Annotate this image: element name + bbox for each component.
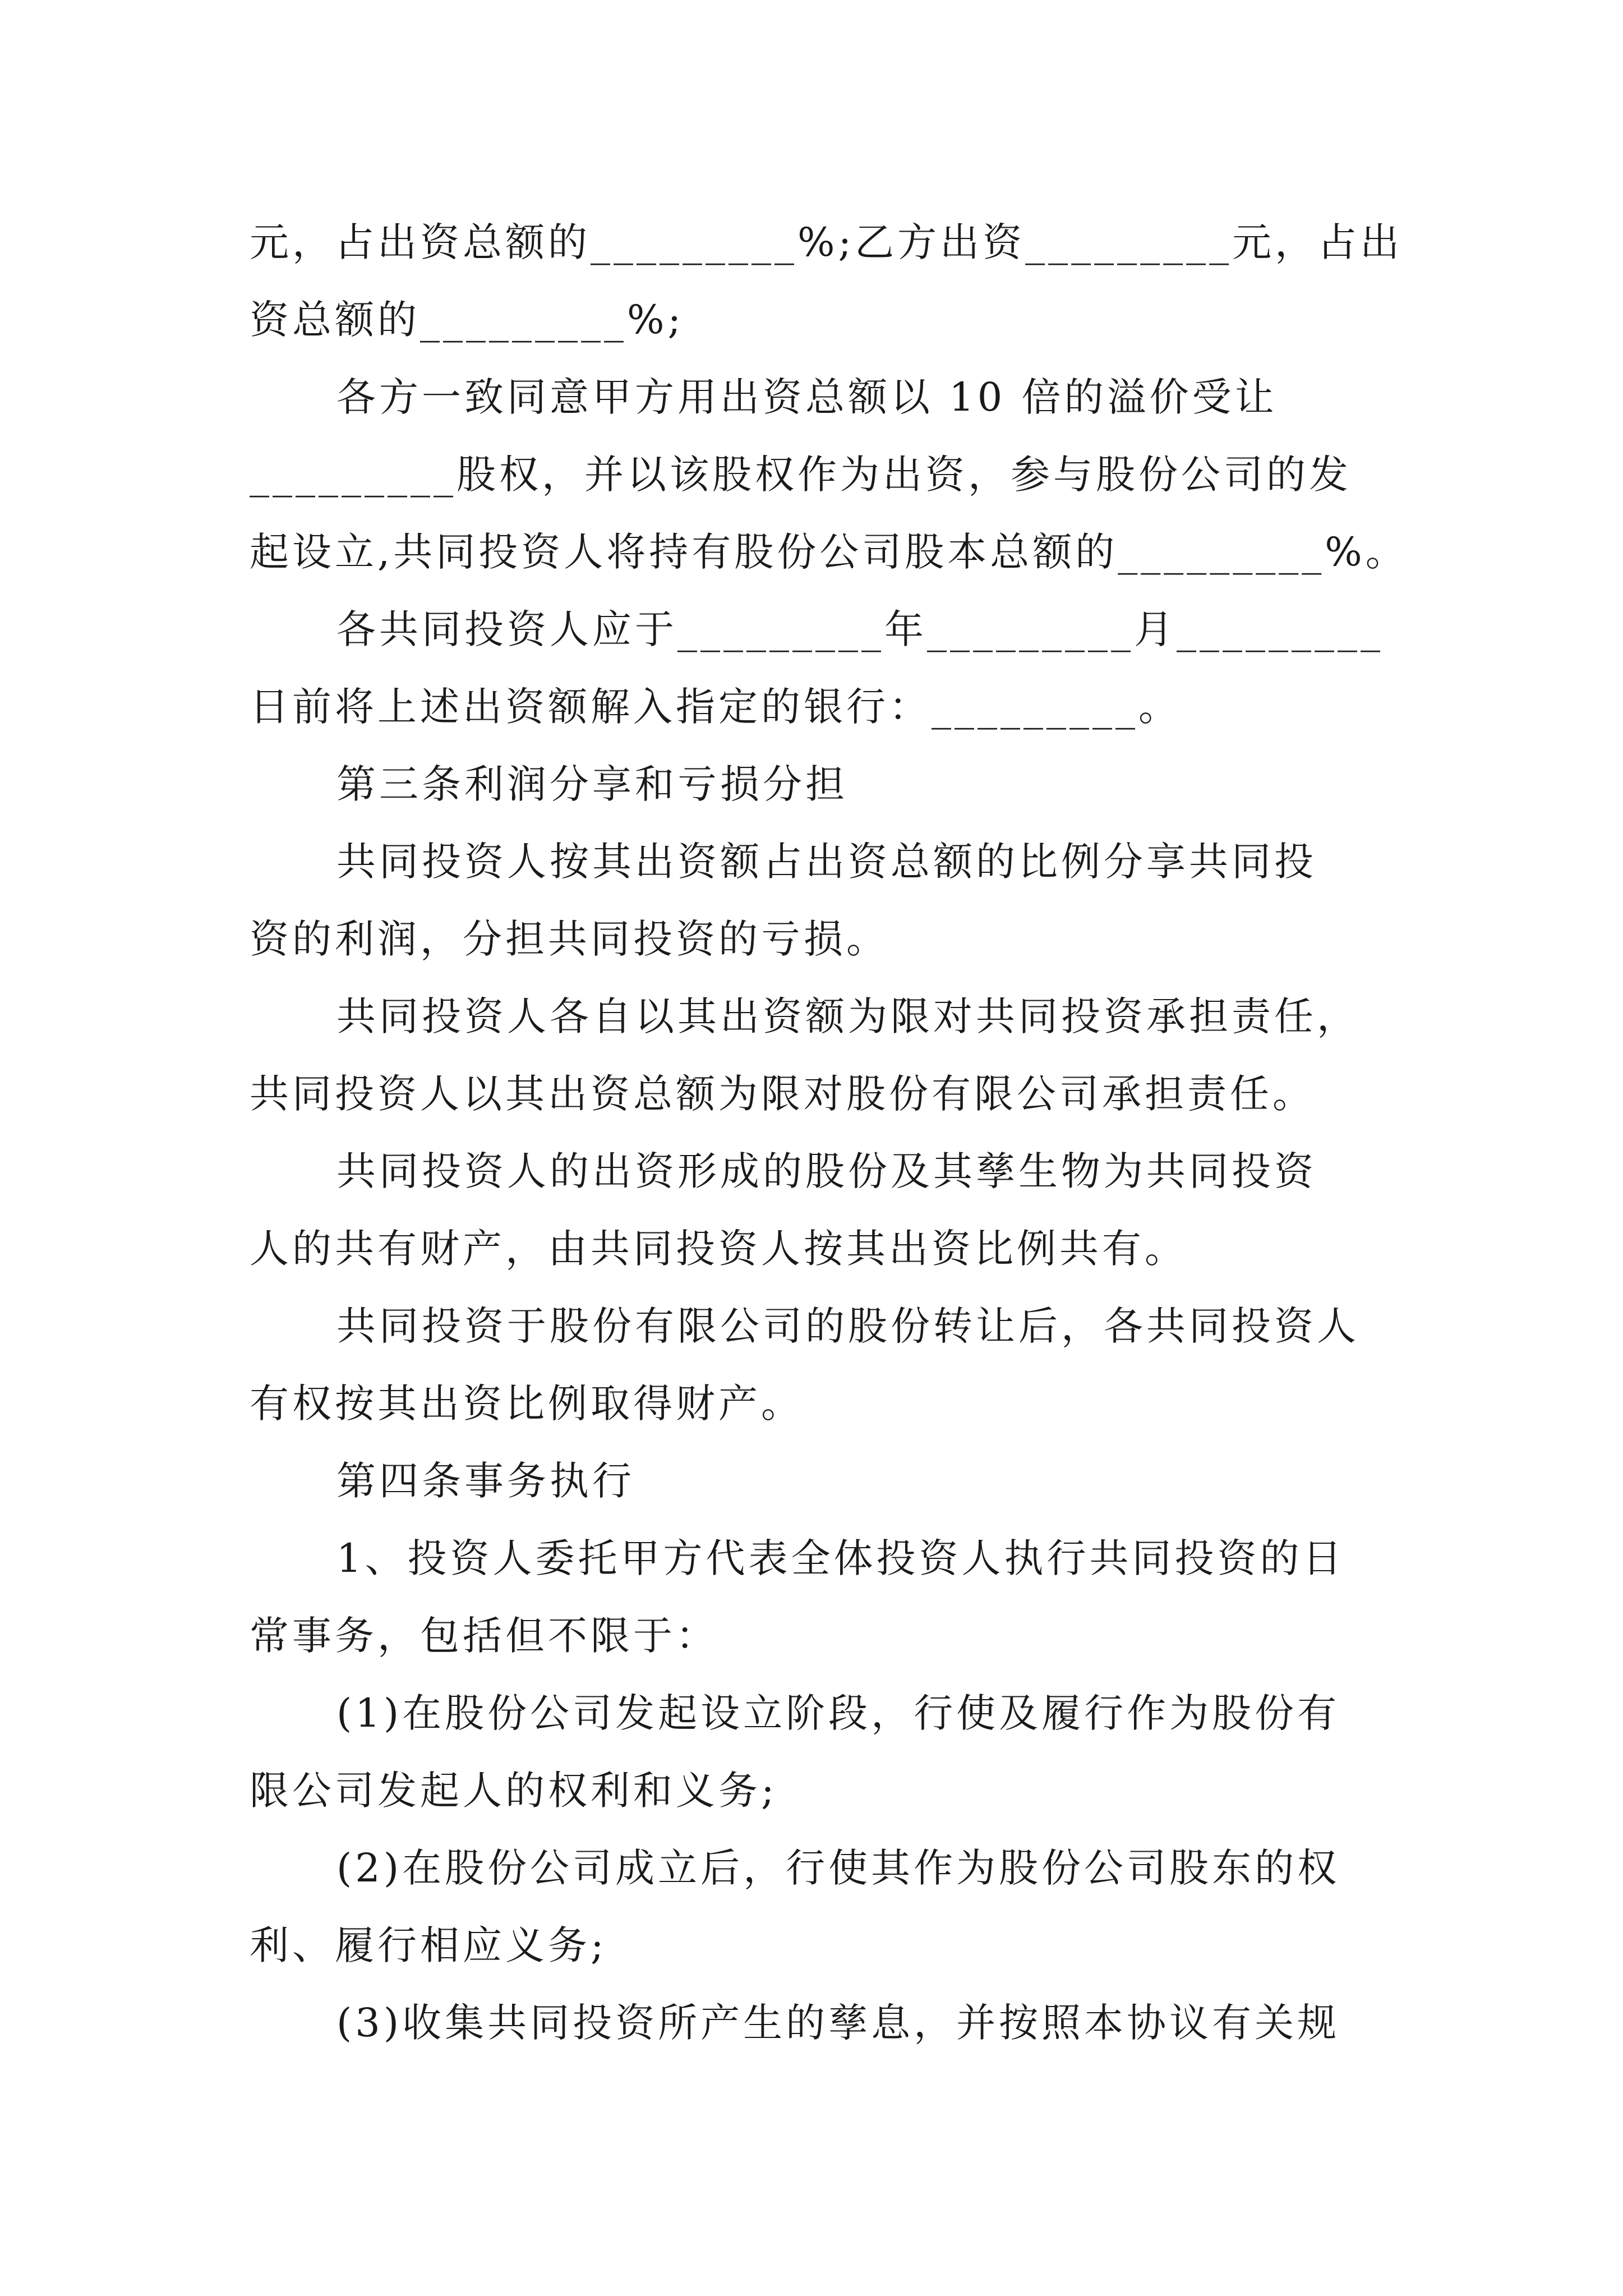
text-line: 资总额的_________%; [250, 297, 685, 343]
text-line: 起设立,共同投资人将持有股份公司股本总额的_________%。 [250, 529, 1408, 575]
text-line: 人的共有财产，由共同投资人按其出资比例共有。 [250, 1226, 1187, 1272]
text-line: 共同投资人的出资形成的股份及其孳生物为共同投资 [336, 1148, 1317, 1194]
text-line: 共同投资人各自以其出资额为限对共同投资承担责任， [336, 993, 1359, 1039]
text-line: (1)在股份公司发起设立阶段，行使及履行作为股份有 [336, 1690, 1340, 1736]
section-heading: 第四条事务执行 [336, 1458, 635, 1504]
text-line: 利、履行相应义务; [250, 1922, 607, 1968]
text-line: 元，占出资总额的_________%;乙方出资_________元，占出 [250, 219, 1403, 265]
text-line: 各共同投资人应于_________年_________月_________ [336, 606, 1384, 652]
text-line: 共同投资人按其出资额占出资总额的比例分享共同投 [336, 839, 1317, 885]
text-line: 常事务，包括但不限于： [250, 1613, 718, 1659]
text-line: 资的利润，分担共同投资的亏损。 [250, 916, 889, 962]
text-line: _________股权，并以该股权作为出资，参与股份公司的发 [250, 452, 1352, 498]
text-line: 共同投资于股份有限公司的股份转让后，各共同投资人 [336, 1303, 1359, 1349]
text-line: 限公司发起人的权利和义务; [250, 1768, 778, 1814]
text-line: (3)收集共同投资所产生的孳息，并按照本协议有关规 [336, 2000, 1340, 2046]
text-line: (2)在股份公司成立后，行使其作为股份公司股东的权 [336, 1845, 1340, 1891]
text-line: 共同投资人以其出资总额为限对股份有限公司承担责任。 [250, 1071, 1315, 1117]
text-line: 1、投资人委托甲方代表全体投资人执行共同投资的日 [336, 1535, 1345, 1581]
section-heading: 第三条利润分享和亏损分担 [336, 761, 848, 807]
text-line: 日前将上述出资额解入指定的银行：_________。 [250, 684, 1181, 730]
text-line: 有权按其出资比例取得财产。 [250, 1381, 804, 1427]
text-line: 各方一致同意甲方用出资总额以 10 倍的溢价受让 [336, 374, 1278, 420]
